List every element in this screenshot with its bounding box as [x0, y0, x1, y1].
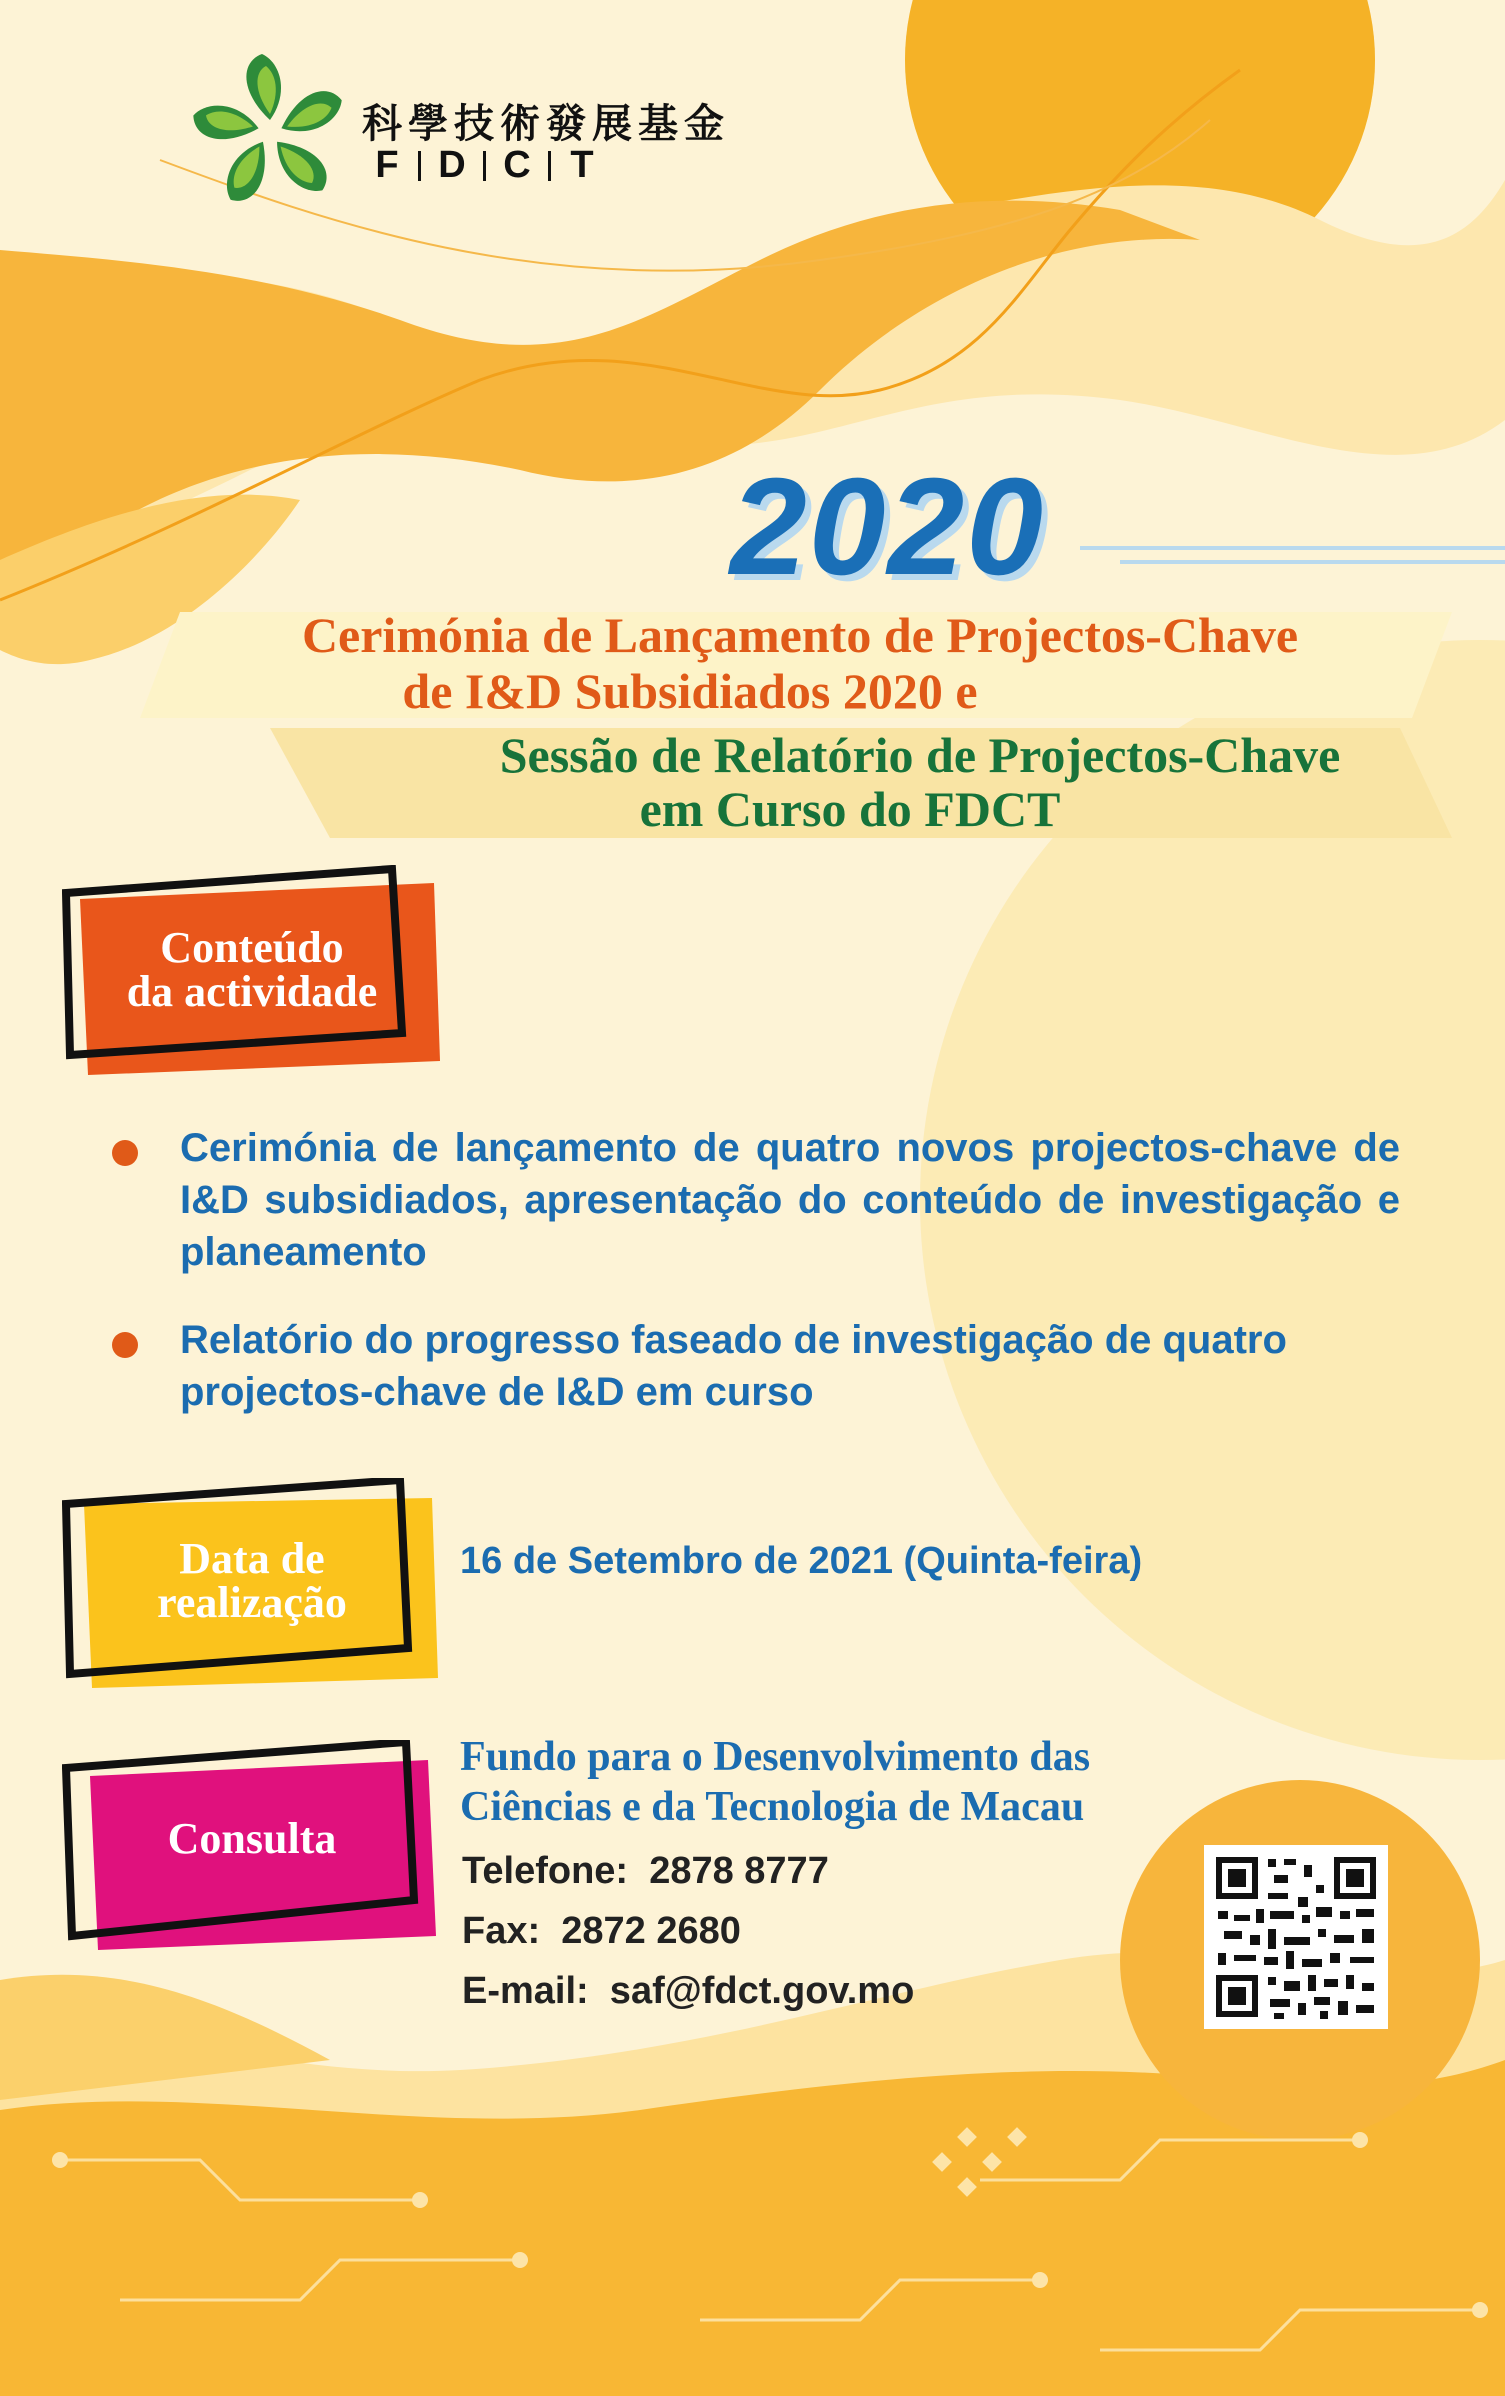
organization-line1: Fundo para o Desenvolvimento das	[460, 1734, 1091, 1780]
logo-letter-t: T	[570, 144, 594, 186]
bullet-text-1: Cerimónia de lançamento de quatro novos projectos-chave de I&D subsidiados, apresentação do conteúdo de investigação e planeamento	[180, 1126, 1400, 1274]
logo-letter-d: D	[438, 144, 466, 186]
content-label-line1: Conteúdo	[160, 923, 344, 972]
logo-letter-c: C	[503, 144, 531, 186]
logo-acronym	[362, 144, 607, 187]
date-label-line1: Data de	[179, 1534, 325, 1583]
content-label	[62, 865, 442, 1035]
fdct-flower-logo-icon	[190, 52, 350, 212]
logo-chinese-name: 科學技術發展基金	[362, 101, 730, 147]
contact-phone: Telefone: 2878 8777	[462, 1850, 829, 1892]
bullet-icon	[112, 1140, 138, 1166]
date-label-text	[82, 1496, 422, 1666]
organization-line2: Ciências e da Tecnologia de Macau	[460, 1784, 1085, 1831]
fdct-logo	[190, 52, 730, 212]
event-year: 2020	[730, 450, 1045, 604]
organization-name	[460, 1732, 1090, 1833]
date-label-line2: realização	[157, 1578, 347, 1627]
bullet-text-2: Relatório do progresso faseado de investigação de quatro projectos-chave de I&D em curso	[180, 1318, 1287, 1414]
content-label-text	[82, 885, 422, 1055]
content-label-line2: da actividade	[126, 967, 378, 1016]
logo-letter-f: F	[375, 144, 399, 186]
title-line-2: de I&D Subsidiados 2020 e	[402, 663, 978, 719]
bullet-icon	[112, 1332, 138, 1358]
date-label	[62, 1478, 442, 1648]
qr-code-graphic	[1204, 1845, 1388, 2029]
qr-code-icon[interactable]	[1204, 1845, 1388, 2029]
consult-label-text: Consulta	[167, 1814, 337, 1863]
consult-label	[62, 1740, 442, 1910]
title-line-4: em Curso do FDCT	[639, 781, 1061, 837]
contact-email[interactable]: E-mail: saf@fdct.gov.mo	[462, 1970, 915, 2012]
contact-fax: Fax: 2872 2680	[462, 1910, 741, 1952]
event-date: 16 de Setembro de 2021 (Quinta-feira)	[460, 1540, 1143, 1582]
title-line-3: Sessão de Relatório de Projectos-Chave	[499, 727, 1341, 783]
title-line-1: Cerimónia de Lançamento de Projectos-Chave	[301, 607, 1299, 663]
